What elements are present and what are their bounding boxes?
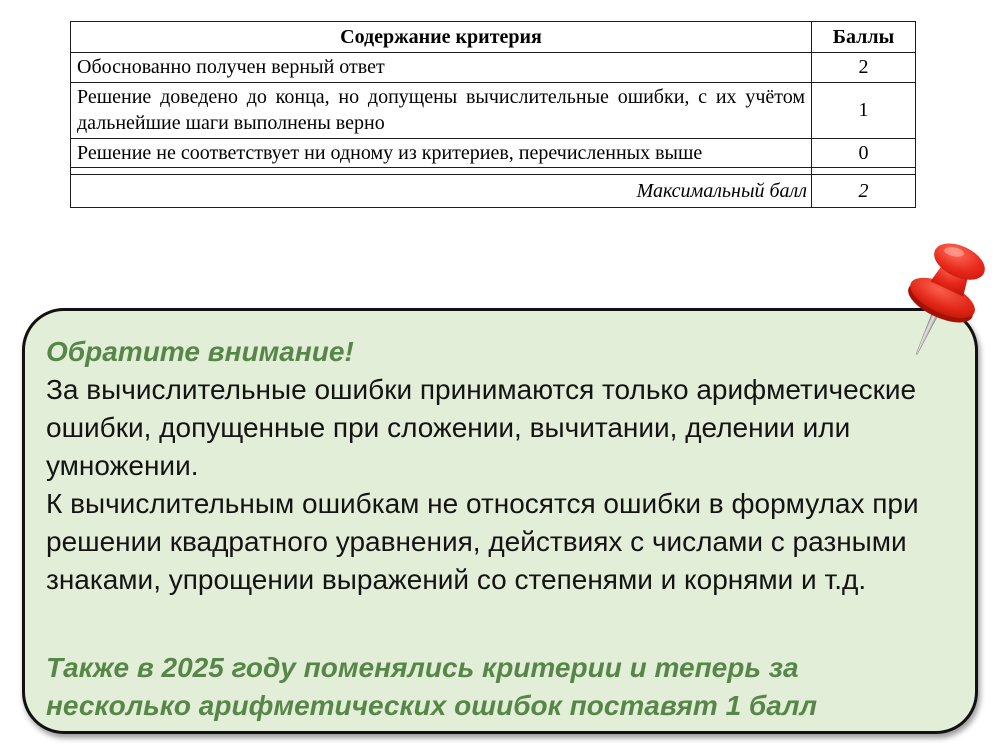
- table-header-row: [71, 22, 916, 53]
- red-pushpin-icon: [891, 242, 996, 366]
- table-separator-row: [71, 167, 916, 174]
- table-total-row: [71, 174, 916, 207]
- note-paragraph: К вычислительным ошибкам не относятся ошибки в формулах при решении квадратного уравнения, действиях с числами с разными знаками, упрощении выражений со степенями и корнями и т.д.: [46, 488, 919, 595]
- note-highlight-text: Также в 2025 году поменялись критерии и теперь за несколько арифметических ошибок поставят 1 балл: [46, 652, 818, 721]
- table-row: [71, 82, 916, 138]
- total-label-cell: Максимальный балл: [71, 174, 812, 207]
- note-box: [22, 308, 978, 734]
- points-cell: 0: [812, 138, 916, 167]
- note-heading: Обратите внимание!: [46, 336, 354, 367]
- points-column-header: Баллы: [812, 22, 916, 53]
- criteria-cell: Решение не соответствует ни одному из критериев, перечисленных выше: [71, 138, 812, 167]
- criteria-cell: Обоснованно получен верный ответ: [71, 53, 812, 82]
- table-row: [71, 53, 916, 82]
- criteria-cell: Решение доведено до конца, но допущены вычислительные ошибки, с их учётом дальнейшие шаги выполнены верно: [71, 82, 812, 138]
- criteria-column-header: Содержание критерия: [71, 22, 812, 53]
- points-cell: 1: [812, 82, 916, 138]
- note-paragraph: За вычислительные ошибки принимаются только арифметические ошибки, допущенные при сложении, вычитании, делении или умножении.: [46, 374, 917, 481]
- points-cell: 2: [812, 53, 916, 82]
- criteria-table: [70, 21, 916, 208]
- table-row: [71, 138, 916, 167]
- total-points-cell: 2: [812, 174, 916, 207]
